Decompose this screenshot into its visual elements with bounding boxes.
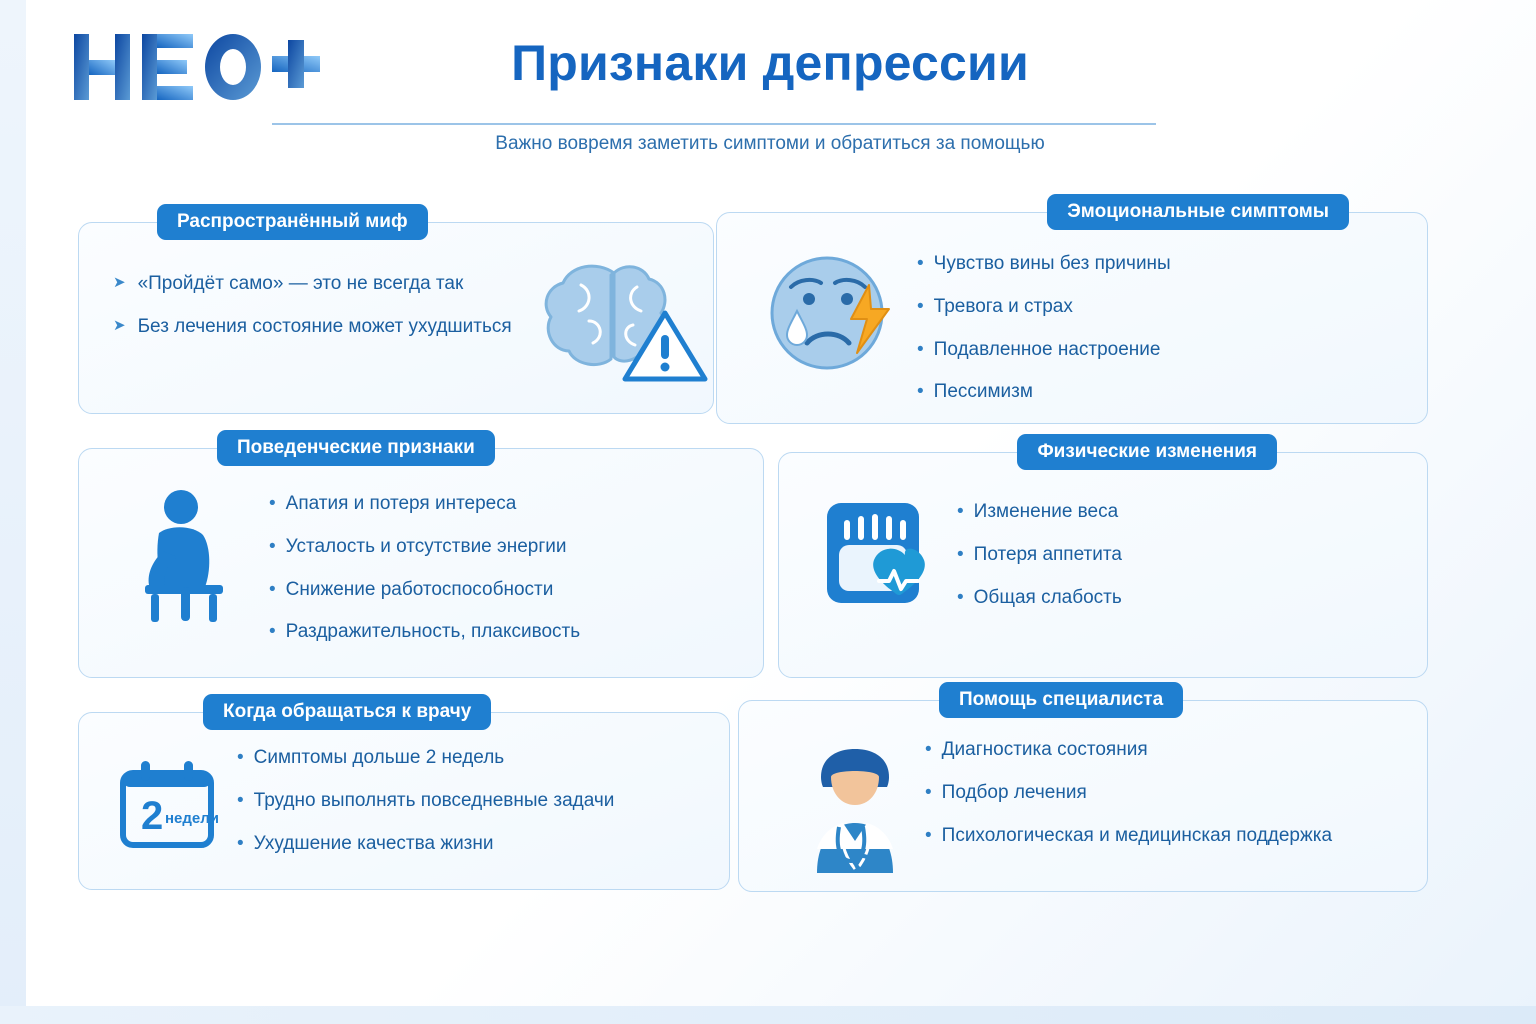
card-myth (78, 211, 714, 414)
list-item-label: Подбор лечения (941, 781, 1087, 803)
list-item (917, 253, 1387, 276)
dot-bullet-icon: • (917, 253, 924, 274)
list-item (917, 339, 1387, 362)
card-behaviour-list (269, 493, 739, 664)
card-physical-list (957, 501, 1397, 629)
list-item (269, 579, 739, 602)
list-item (957, 501, 1397, 524)
list-item-label: Симптомы дольше 2 недель (253, 747, 505, 768)
card-physical-title: Физические изменения (1017, 434, 1277, 470)
calendar-number: 2 (141, 794, 164, 838)
sitting-person-icon (119, 485, 269, 625)
page-subtitle: Важно вовремя заметить симптоми и обратиться за помощью (495, 133, 1045, 154)
card-emotional-list (917, 253, 1387, 424)
list-item (925, 782, 1405, 805)
list-item (925, 739, 1405, 762)
dot-bullet-icon: • (269, 535, 276, 557)
card-behaviour-title: Поведенческие признаки (217, 430, 495, 466)
arrow-bullet-icon: ➤ (113, 274, 126, 291)
list-item (957, 544, 1397, 567)
list-item-label: Изменение веса (973, 501, 1119, 522)
list-item-label: Психологическая и медицинская поддержка (941, 824, 1333, 846)
card-when-title: Когда обращаться к врачу (203, 694, 491, 730)
list-item (237, 790, 717, 813)
dot-bullet-icon: • (917, 381, 924, 403)
list-item (957, 587, 1397, 610)
list-item-label: Снижение работоспособности (285, 578, 554, 600)
calendar-2-weeks-icon (107, 757, 227, 857)
doctor-icon (781, 741, 931, 881)
dot-bullet-icon: • (957, 586, 964, 608)
list-item-label: Диагностика состояния (941, 739, 1148, 760)
title-divider (272, 123, 1156, 125)
list-item-label: Потеря аппетита (973, 543, 1122, 565)
dot-bullet-icon: • (269, 578, 276, 600)
list-item-label: Общая слабость (973, 586, 1122, 608)
list-item-label: Тревога и страх (933, 295, 1073, 317)
dot-bullet-icon: • (957, 543, 964, 565)
dot-bullet-icon: • (917, 295, 924, 317)
list-item-label: Апатия и потеря интереса (285, 493, 517, 514)
card-behaviour (78, 437, 764, 678)
list-item (925, 825, 1405, 848)
card-help-title: Помощь специалиста (939, 682, 1183, 718)
list-item-label: Усталость и отсутствие энергии (285, 535, 567, 557)
dot-bullet-icon: • (269, 621, 276, 643)
dot-bullet-icon: • (237, 747, 244, 768)
calendar-caption: недели (165, 810, 220, 827)
dot-bullet-icon: • (925, 739, 932, 760)
list-item-label: Чувство вины без причины (933, 253, 1171, 274)
brain-warning-icon (519, 255, 709, 385)
card-help-list (925, 739, 1405, 867)
list-item-label: Раздражительность, плаксивость (285, 621, 581, 643)
list-item (917, 296, 1387, 319)
bottom-edge-decoration (0, 1006, 1536, 1024)
brand-logo (72, 28, 322, 108)
list-item-label: Без лечения состояние может ухудшиться (137, 315, 512, 337)
list-item (113, 273, 533, 296)
card-specialist-help (738, 689, 1428, 892)
dot-bullet-icon: • (237, 832, 244, 854)
list-item (113, 316, 533, 339)
card-myth-title: Распространённый миф (157, 204, 428, 240)
list-item-label: «Пройдёт само» — это не всегда так (137, 273, 464, 294)
card-physical (778, 441, 1428, 678)
list-item-label: Подавленное настроение (933, 338, 1161, 360)
card-emotional (716, 201, 1428, 424)
header (0, 0, 1536, 175)
card-myth-list (113, 273, 533, 359)
list-item-label: Ухудшение качества жизни (253, 832, 494, 854)
arrow-bullet-icon: ➤ (113, 316, 126, 334)
dot-bullet-icon: • (925, 781, 932, 803)
dot-bullet-icon: • (925, 824, 932, 846)
card-emotional-title: Эмоциональные симптомы (1047, 194, 1349, 230)
list-item (237, 747, 717, 770)
list-item (237, 833, 717, 856)
list-item-label: Трудно выполнять повседневные задачи (253, 789, 615, 811)
dot-bullet-icon: • (237, 789, 244, 811)
card-when-list (237, 747, 717, 875)
list-item (269, 621, 739, 644)
list-item (269, 493, 739, 516)
page-title: Признаки депрессии (511, 35, 1029, 91)
dot-bullet-icon: • (957, 501, 964, 522)
list-item-label: Пессимизм (933, 381, 1033, 403)
list-item (269, 536, 739, 559)
list-item (917, 381, 1387, 404)
sad-face-icon (765, 251, 905, 381)
card-when-to-see-doctor (78, 701, 730, 890)
dot-bullet-icon: • (269, 493, 276, 514)
dot-bullet-icon: • (917, 338, 924, 360)
scale-heart-icon (819, 493, 959, 623)
